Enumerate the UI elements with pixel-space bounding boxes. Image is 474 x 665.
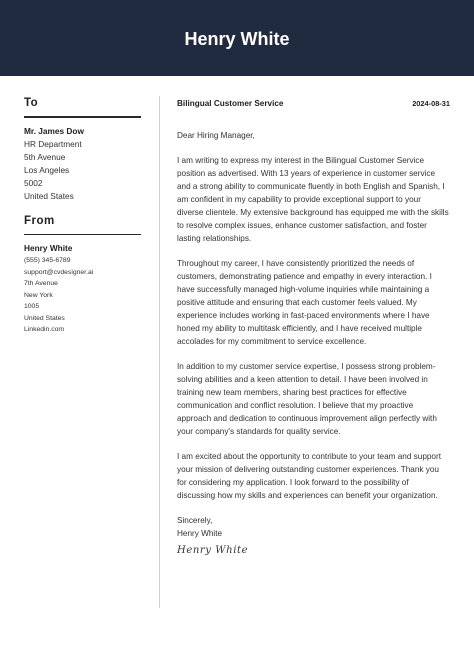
sender-name: Henry White [24,243,73,253]
paragraph-line: training new team members, sharing best practices for effective [177,387,407,397]
paragraph-line: and a strong ability to communicate fluently in both English and Spanish, I [177,182,445,192]
closing-phrase: Sincerely, [177,516,213,526]
paragraph-line: communication and conflict resolution. I believe that my proactive [177,400,414,410]
sender-street: 7th Avenue [24,280,58,287]
paragraph-1 [177,155,452,245]
paragraph-line: Throughout my career, I have consistently prioritized the needs of [177,259,415,269]
closing-name: Henry White [177,529,223,539]
paragraph-line: diverse clientele. My extensive background has equipped me with the skills [177,208,449,218]
sender-email: support@cvdesigner.ai [24,268,94,276]
paragraph-line: to resolve complex issues, enhance customer satisfaction, and foster [177,220,427,230]
paragraph-line: discussing how my skills and experiences can benefit your organization. [177,490,438,500]
recipient-city: Los Angeles [24,164,70,175]
recipient-street: 5th Avenue [24,151,66,162]
letter-date: 2024-08-31 [412,99,450,108]
closing-block [177,515,452,541]
paragraph-2 [177,258,452,348]
from-divider [24,234,141,236]
recipient-department: HR Department [24,138,82,149]
paragraph-line: for considering my application. I look forward to the possibility of [177,477,409,487]
sender-zip: 1005 [24,303,40,310]
header-banner [0,0,474,76]
from-section [24,214,141,336]
recipient-name: Mr. James Dow [24,125,84,136]
paragraph-line: your mission of delivering outstanding customer experiences. Thank you [177,464,439,474]
subject-row [177,99,452,113]
salutation: Dear Hiring Manager, [177,131,255,140]
paragraph-line: honed my ability to multitask efficiently, and I have received multiple [177,323,422,333]
paragraph-line: position as advertised. With 13 years of experience in customer service [177,169,436,179]
paragraph-line: I am excited about the opportunity to contribute to your team and support [177,452,441,462]
paragraph-line: experience includes working in fast-paced environments where I have [177,310,430,320]
paragraph-4 [177,451,452,503]
handwritten-signature: Henry White [177,544,249,556]
paragraph-line: accolades for my commitment to service excellence. [177,336,367,346]
to-divider [24,116,141,118]
sender-phone: (555) 345-6789 [24,257,71,264]
applicant-name: Henry White [184,29,290,49]
paragraph-line: have successfully managed high-volume inquiries while maintaining a [177,285,430,295]
from-heading: From [24,214,55,227]
sender-country: United States [24,314,65,322]
sender-linkedin: Linkedin.com [24,326,65,333]
column-divider [159,96,160,608]
letter-body [177,99,452,556]
paragraph-line: solving abilities and a keen attention to detail. I have been involved in [177,375,428,384]
paragraph-line: lasting relationships. [177,233,252,243]
paragraph-line: approach and dedication to continuous improvement align perfectly with [177,413,437,423]
recipient-zip: 5002 [24,177,43,188]
paragraph-line: I am writing to express my interest in the Bilingual Customer Service [177,156,425,166]
to-section [24,96,141,203]
paragraph-line: am confident in my capability to provide exceptional support to your [177,195,421,205]
paragraph-line: positive attitude and ensuring that each customer feels valued. My [177,297,417,307]
paragraph-line: In addition to my customer service expertise, I possess strong problem- [177,362,436,372]
recipient-country: United States [24,190,74,201]
paragraph-line: your company's standards for quality service. [177,426,341,436]
letter-subject: Bilingual Customer Service [177,99,284,108]
to-heading: To [24,97,39,109]
paragraph-3 [177,361,452,438]
sidebar [24,96,141,336]
sender-city: New York [24,291,53,299]
paragraph-line: customers, demonstrating patience and empathy in every interaction. I [177,272,432,282]
